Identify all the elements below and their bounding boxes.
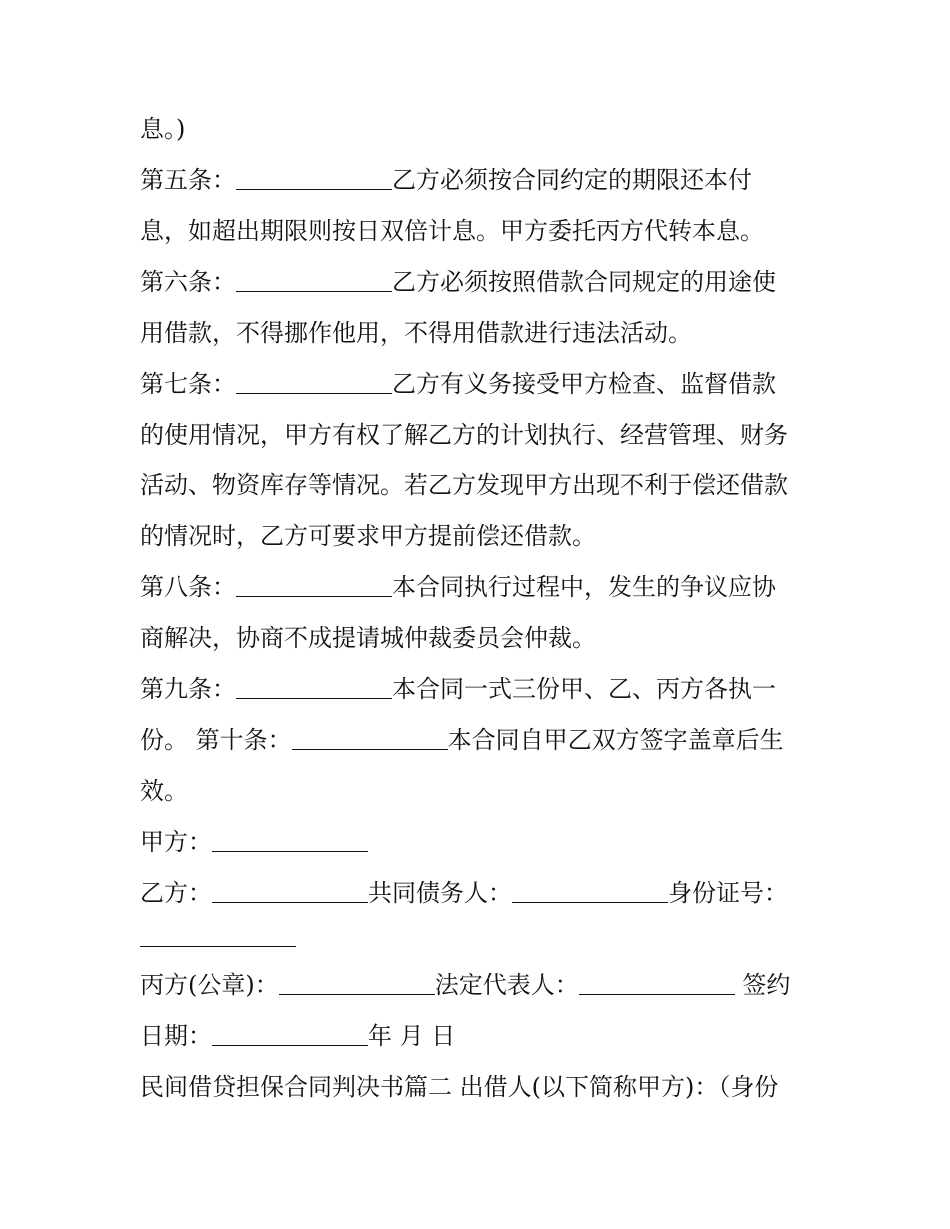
fill-in-blank[interactable] <box>236 269 392 292</box>
clause-5-line <box>140 165 752 195</box>
party-a-line <box>140 827 368 857</box>
clause-label: 第六条： <box>140 268 236 296</box>
id-number-label: 身份证号： <box>668 879 788 907</box>
party-a-blank[interactable] <box>212 829 368 852</box>
clause-text: 本合同自甲乙双方签字盖章后生 <box>447 726 784 754</box>
clause-text: 乙方有义务接受甲方检查、监督借款 <box>392 370 776 398</box>
party-c-line <box>140 970 790 1000</box>
text-line <box>140 623 596 653</box>
clause-label: 第八条： <box>140 573 236 601</box>
party-c-blank[interactable] <box>279 972 435 995</box>
clause-text: 本合同一式三份甲、乙、丙方各执一 <box>392 675 776 703</box>
date-blank[interactable] <box>212 1023 368 1046</box>
party-b-label: 乙方： <box>140 879 212 907</box>
date-line <box>140 1021 455 1051</box>
text-line <box>140 420 788 450</box>
party-a-label: 甲方： <box>140 828 212 856</box>
clause-9-line <box>140 674 776 704</box>
id-number-blank[interactable] <box>140 924 296 947</box>
text-segment: 的情况时，乙方可要求甲方提前偿还借款。 <box>140 522 596 550</box>
party-b-blank[interactable] <box>212 880 368 903</box>
text-line <box>140 776 188 806</box>
clause-text: 乙方必须按照借款合同规定的用途使 <box>392 268 776 296</box>
text-segment: 商解决，协商不成提请城仲裁委员会仲裁。 <box>140 624 596 652</box>
text-segment: 用借款，不得挪作他用，不得用借款进行违法活动。 <box>140 319 692 347</box>
clause-label: 份。 第十条： <box>140 726 292 754</box>
clause-10-line <box>140 725 784 755</box>
text-segment: 民间借贷担保合同判决书篇二 出借人(以下简称甲方)：（身份 <box>140 1073 779 1101</box>
fill-in-blank[interactable] <box>236 371 392 394</box>
clause-text: 乙方必须按合同约定的期限还本付 <box>392 166 752 194</box>
legal-rep-blank[interactable] <box>579 972 735 995</box>
text-line <box>140 216 764 246</box>
co-debtor-blank[interactable] <box>512 880 668 903</box>
clause-text: 本合同执行过程中，发生的争议应协 <box>392 573 776 601</box>
fill-in-blank[interactable] <box>236 676 392 699</box>
text-segment: 效。 <box>140 777 188 805</box>
text-segment: 息，如超出期限则按日双倍计息。甲方委托丙方代转本息。 <box>140 217 764 245</box>
section-heading-line <box>140 1072 778 1102</box>
fill-in-blank[interactable] <box>292 727 448 750</box>
date-suffix: 年 月 日 <box>368 1022 456 1050</box>
party-b-line <box>140 878 788 908</box>
id-number-line <box>140 922 296 952</box>
party-c-label: 丙方(公章)： <box>140 971 279 999</box>
clause-6-line <box>140 267 776 297</box>
date-label: 日期： <box>140 1022 212 1050</box>
clause-label: 第九条： <box>140 675 236 703</box>
clause-label: 第七条： <box>140 370 236 398</box>
co-debtor-label: 共同债务人： <box>368 879 512 907</box>
signing-label: 签约 <box>734 971 791 999</box>
fill-in-blank[interactable] <box>236 574 392 597</box>
text-line <box>140 470 788 500</box>
fill-in-blank[interactable] <box>236 167 392 190</box>
text-line <box>140 318 692 348</box>
text-line <box>140 114 185 144</box>
clause-label: 第五条： <box>140 166 236 194</box>
text-segment: 息。) <box>140 115 186 143</box>
legal-rep-label: 法定代表人： <box>434 971 579 999</box>
text-segment: 的使用情况，甲方有权了解乙方的计划执行、经营管理、财务 <box>140 421 788 449</box>
text-segment: 活动、物资库存等情况。若乙方发现甲方出现不利于偿还借款 <box>140 471 788 499</box>
clause-7-line <box>140 369 776 399</box>
clause-8-line <box>140 572 776 602</box>
text-line <box>140 521 596 551</box>
